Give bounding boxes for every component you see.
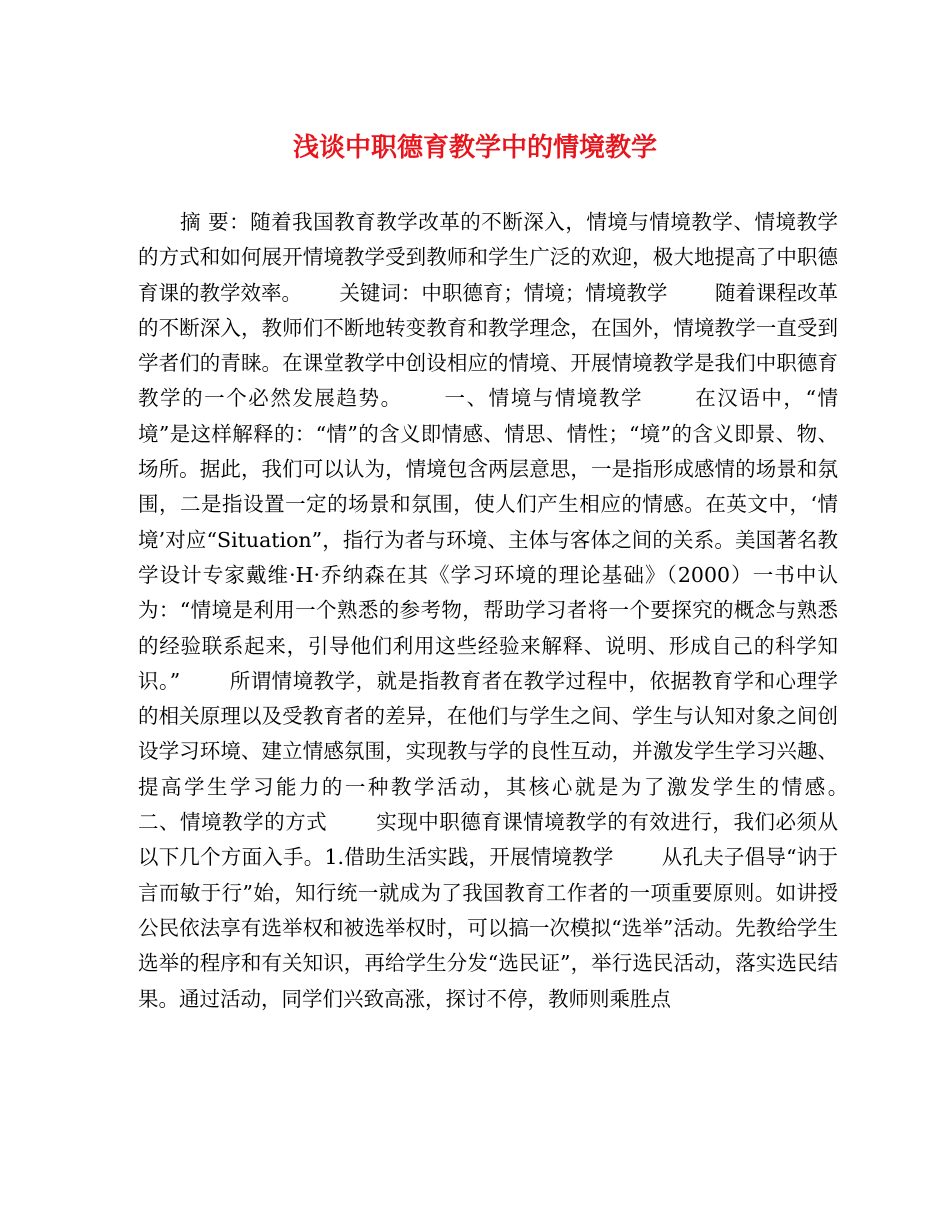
document-body-text: 摘 要：随着我国教育教学改革的不断深入，情境与情境教学、情境教学的方式和如何展开情境教学受到教师和学生广泛的欢迎，极大地提高了中职德育课的教学效率。 关键词：中职德育；情境；情境教学 随着课程改革的不断深入，教师们不断地转变教育和教学理念，在国外，情境教学一直受到学者们的青睐。在课堂教学中创设相应的情境、开展情境教学是我们中职德育教学的一个必然发展趋势。 一、情境与情境教学 在汉语中，“情境”是这样解释的：“情”的含义即情感、情思、情性；“境”的含义即景、物、场所。据此，我们可以认为，情境包含两层意思，一是指形成感情的场景和氛围，二是指设置一定的场景和氛围，使人们产生相应的情感。在英文中，‘情境’对应“Situation”，指行为者与环境、主体与客体之间的关系。美国著名教学设计专家戴维·H·乔纳森在其《学习环境的理论基础》（2000）一书中认为：“情境是利用一个熟悉的参考物，帮助学习者将一个要探究的概念与熟悉的经验联系起来，引导他们利用这些经验来解释、说明、形成自己的科学知识。” 所谓情境教学，就是指教育者在教学过程中，依据教育学和心理学的相关原理以及受教育者的差异，在他们与学生之间、学生与认知对象之间创设学习环境、建立情感氛围，实现教与学的良性互动，并激发学生学习兴趣、提高学生学习能力的一种教学活动，其核心就是为了激发学生的情感。 二、情境教学的方式 实现中职德育课情境教学的有效进行，我们必须从以下几个方面入手。1.借助生活实践，开展情境教学 从孔夫子倡导“讷于言而敏于行”始，知行统一就成为了我国教育工作者的一项重要原则。如讲授公民依法享有选举权和被选举权时，可以搞一次模拟“选举”活动。先教给学生选举的程序和有关知识，再给学生分发“选民证”，举行选民活动，落实选民结果。通过活动，同学们兴致高涨，探讨不停，教师则乘胜点 xyxy=(138,210,886,1011)
document-title: 浅谈中职德育教学中的情境教学 xyxy=(292,133,657,163)
